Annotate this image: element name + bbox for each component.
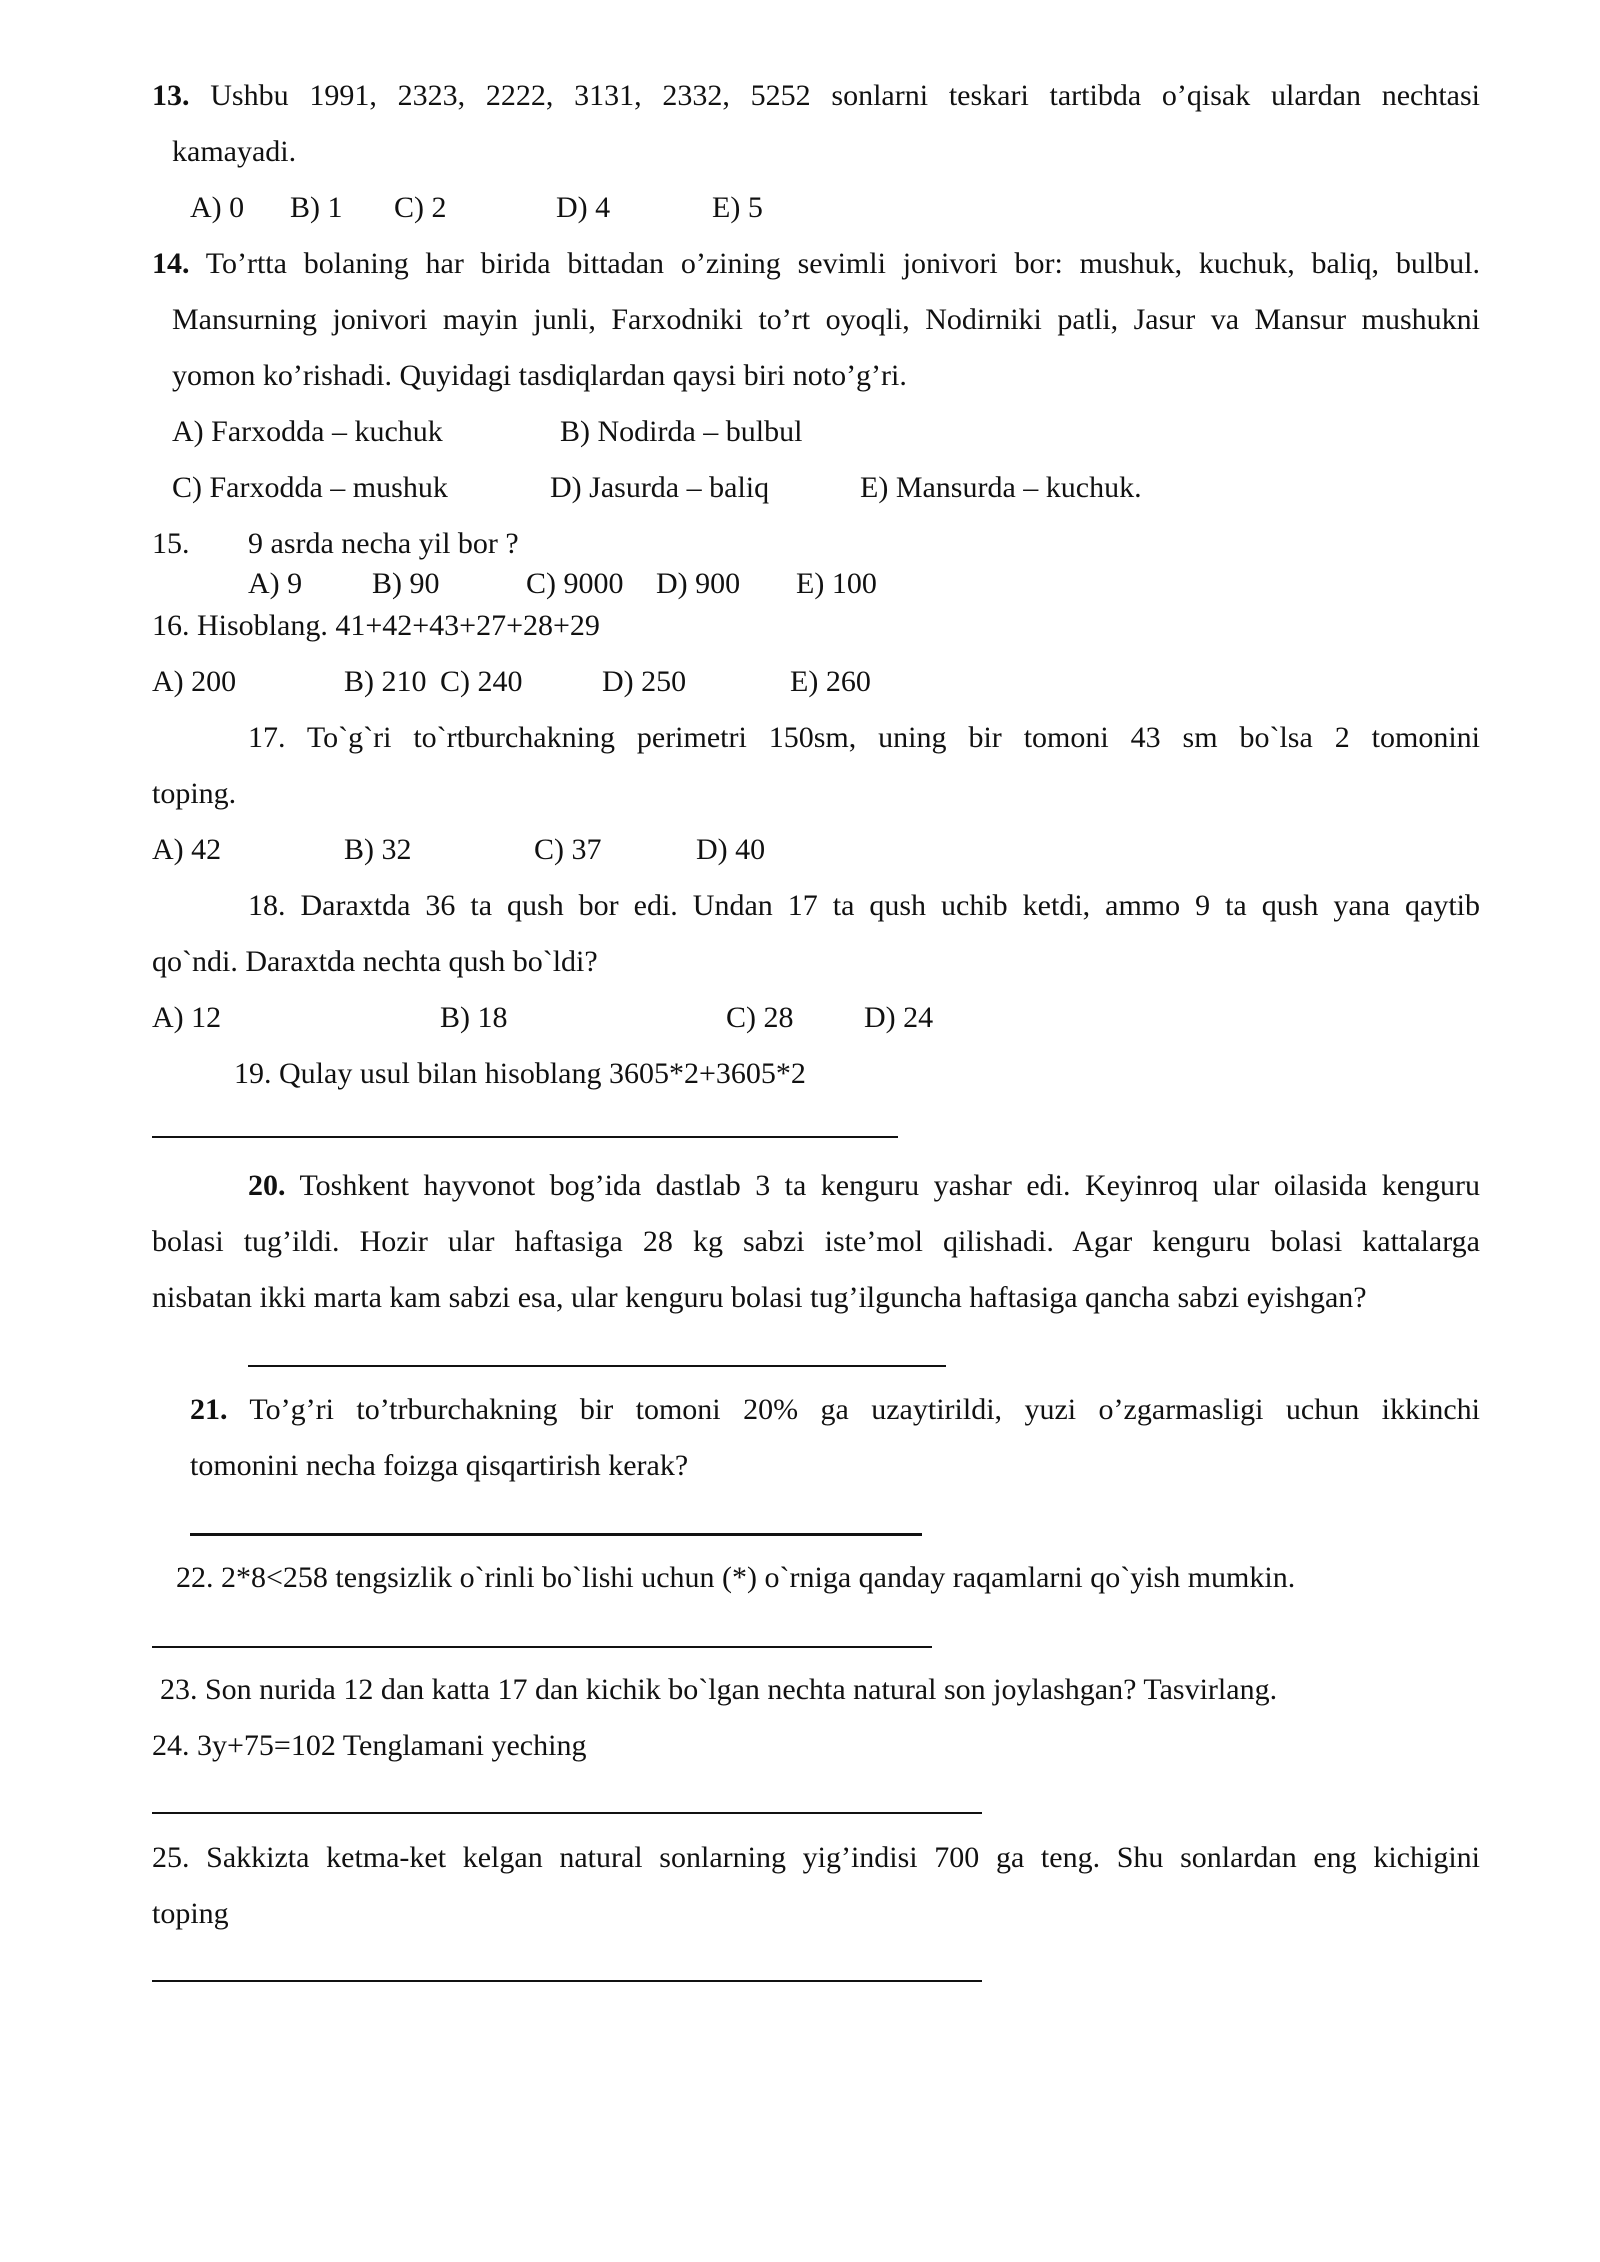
q15-option-b: B) 90 bbox=[372, 567, 440, 600]
q18-option-d: D) 24 bbox=[864, 1001, 934, 1034]
q15-text: 9 asrda necha yil bor ? bbox=[248, 527, 519, 560]
q25-answer-line bbox=[152, 1980, 982, 1982]
q14-text: To’rtta bolaning har birida bittadan o’zining sevimli jonivori bor: mushuk, kuchuk, baliq, bulbul. bbox=[205, 247, 1480, 280]
q24-text: 24. 3y+75=102 Tenglamani yeching bbox=[152, 1729, 587, 1762]
q20-answer-line bbox=[248, 1365, 946, 1367]
q16-option-a: A) 200 bbox=[152, 665, 237, 698]
q13-text: Ushbu 1991, 2323, 2222, 3131, 2332, 5252 sonlarni teskari tartibda o’qisak ulardan nechtasi bbox=[210, 79, 1480, 112]
q17-option-b: B) 32 bbox=[344, 833, 412, 866]
q15-option-c: C) 9000 bbox=[526, 567, 624, 600]
q21-number: 21. bbox=[190, 1393, 228, 1426]
q22-text: 22. 2*8<258 tengsizlik o`rinli bo`lishi uchun (*) o`rniga qanday raqamlarni qo`yish mumkin. bbox=[176, 1561, 1296, 1594]
q13-line2: kamayadi. bbox=[172, 135, 297, 168]
q13-option-b: B) 1 bbox=[290, 191, 343, 224]
q14-line1 bbox=[152, 236, 1480, 292]
q17-option-a: A) 42 bbox=[152, 833, 222, 866]
q21-line1 bbox=[190, 1382, 1480, 1438]
q18-option-c: C) 28 bbox=[726, 1001, 794, 1034]
q14-option-e: E) Mansurda – kuchuk. bbox=[860, 471, 1142, 504]
q15-option-e: E) 100 bbox=[796, 567, 877, 600]
q21-answer-line bbox=[190, 1533, 922, 1536]
q14-option-a: A) Farxodda – kuchuk bbox=[172, 415, 443, 448]
q23-text: 23. Son nurida 12 dan katta 17 dan kichik bo`lgan nechta natural son joylashgan? Tasvirlang. bbox=[160, 1673, 1278, 1706]
q20-line2: bolasi tug’ildi. Hozir ular haftasiga 28 kg sabzi iste’mol qilishadi. Agar kenguru bolasi kattalarga bbox=[152, 1225, 1480, 1258]
q16-text: 16. Hisoblang. 41+42+43+27+28+29 bbox=[152, 609, 600, 642]
q15-number: 15. bbox=[152, 527, 190, 560]
q21-text: To’g’ri to’trburchakning bir tomoni 20% ga uzaytirildi, yuzi o’zgarmasligi uchun ikkinchi bbox=[249, 1393, 1480, 1426]
q17-line2: toping. bbox=[152, 777, 237, 810]
q14-option-c: C) Farxodda – mushuk bbox=[172, 471, 448, 504]
q14-line2: Mansurning jonivori mayin junli, Farxodniki to’rt oyoqli, Nodirniki patli, Jasur va Mansur mushukni bbox=[172, 303, 1480, 336]
q16-option-b: B) 210 bbox=[344, 665, 427, 698]
q20-line3: nisbatan ikki marta kam sabzi esa, ular kenguru bolasi tug’ilguncha haftasiga qancha sabzi eyishgan? bbox=[152, 1281, 1367, 1314]
q14-option-d: D) Jasurda – baliq bbox=[550, 471, 770, 504]
q19-text: 19. Qulay usul bilan hisoblang 3605*2+3605*2 bbox=[234, 1057, 806, 1090]
q18-option-b: B) 18 bbox=[440, 1001, 508, 1034]
q18-line2: qo`ndi. Daraxtda nechta qush bo`ldi? bbox=[152, 945, 598, 978]
q20-text: Toshkent hayvonot bog’ida dastlab 3 ta kenguru yashar edi. Keyinroq ular oilasida kenguru bbox=[299, 1169, 1480, 1202]
q14-option-b: B) Nodirda – bulbul bbox=[560, 415, 803, 448]
q19-answer-line bbox=[152, 1136, 898, 1138]
q20-line1 bbox=[248, 1158, 1480, 1214]
q13-option-d: D) 4 bbox=[556, 191, 611, 224]
q22-answer-line bbox=[152, 1646, 932, 1648]
q13-option-a: A) 0 bbox=[190, 191, 245, 224]
q13-option-c: C) 2 bbox=[394, 191, 447, 224]
q16-option-e: E) 260 bbox=[790, 665, 871, 698]
q16-option-c: C) 240 bbox=[440, 665, 523, 698]
q18-option-a: A) 12 bbox=[152, 1001, 222, 1034]
q15-option-d: D) 900 bbox=[656, 567, 741, 600]
q21-line2: tomonini necha foizga qisqartirish kerak? bbox=[190, 1449, 689, 1482]
q13-line1 bbox=[152, 68, 1480, 124]
q17-line1: 17. To`g`ri to`rtburchakning perimetri 150sm, uning bir tomoni 43 sm bo`lsa 2 tomonini bbox=[248, 721, 1480, 754]
q17-option-c: C) 37 bbox=[534, 833, 602, 866]
q14-line3: yomon ko’rishadi. Quyidagi tasdiqlardan qaysi biri noto’g’ri. bbox=[172, 359, 907, 392]
q17-option-d: D) 40 bbox=[696, 833, 766, 866]
q25-line2: toping bbox=[152, 1897, 229, 1930]
q13-number: 13. bbox=[152, 79, 190, 112]
q25-line1: 25. Sakkizta ketma-ket kelgan natural sonlarning yig’indisi 700 ga teng. Shu sonlardan eng kichigini bbox=[152, 1841, 1480, 1874]
q13-option-e: E) 5 bbox=[712, 191, 763, 224]
q20-number: 20. bbox=[248, 1169, 286, 1202]
q16-option-d: D) 250 bbox=[602, 665, 687, 698]
q18-line1: 18. Daraxtda 36 ta qush bor edi. Undan 17 ta qush uchib ketdi, ammo 9 ta qush yana qaytib bbox=[248, 889, 1480, 922]
q15-option-a: A) 9 bbox=[248, 567, 303, 600]
q24-answer-line bbox=[152, 1812, 982, 1814]
q14-number: 14. bbox=[152, 247, 190, 280]
